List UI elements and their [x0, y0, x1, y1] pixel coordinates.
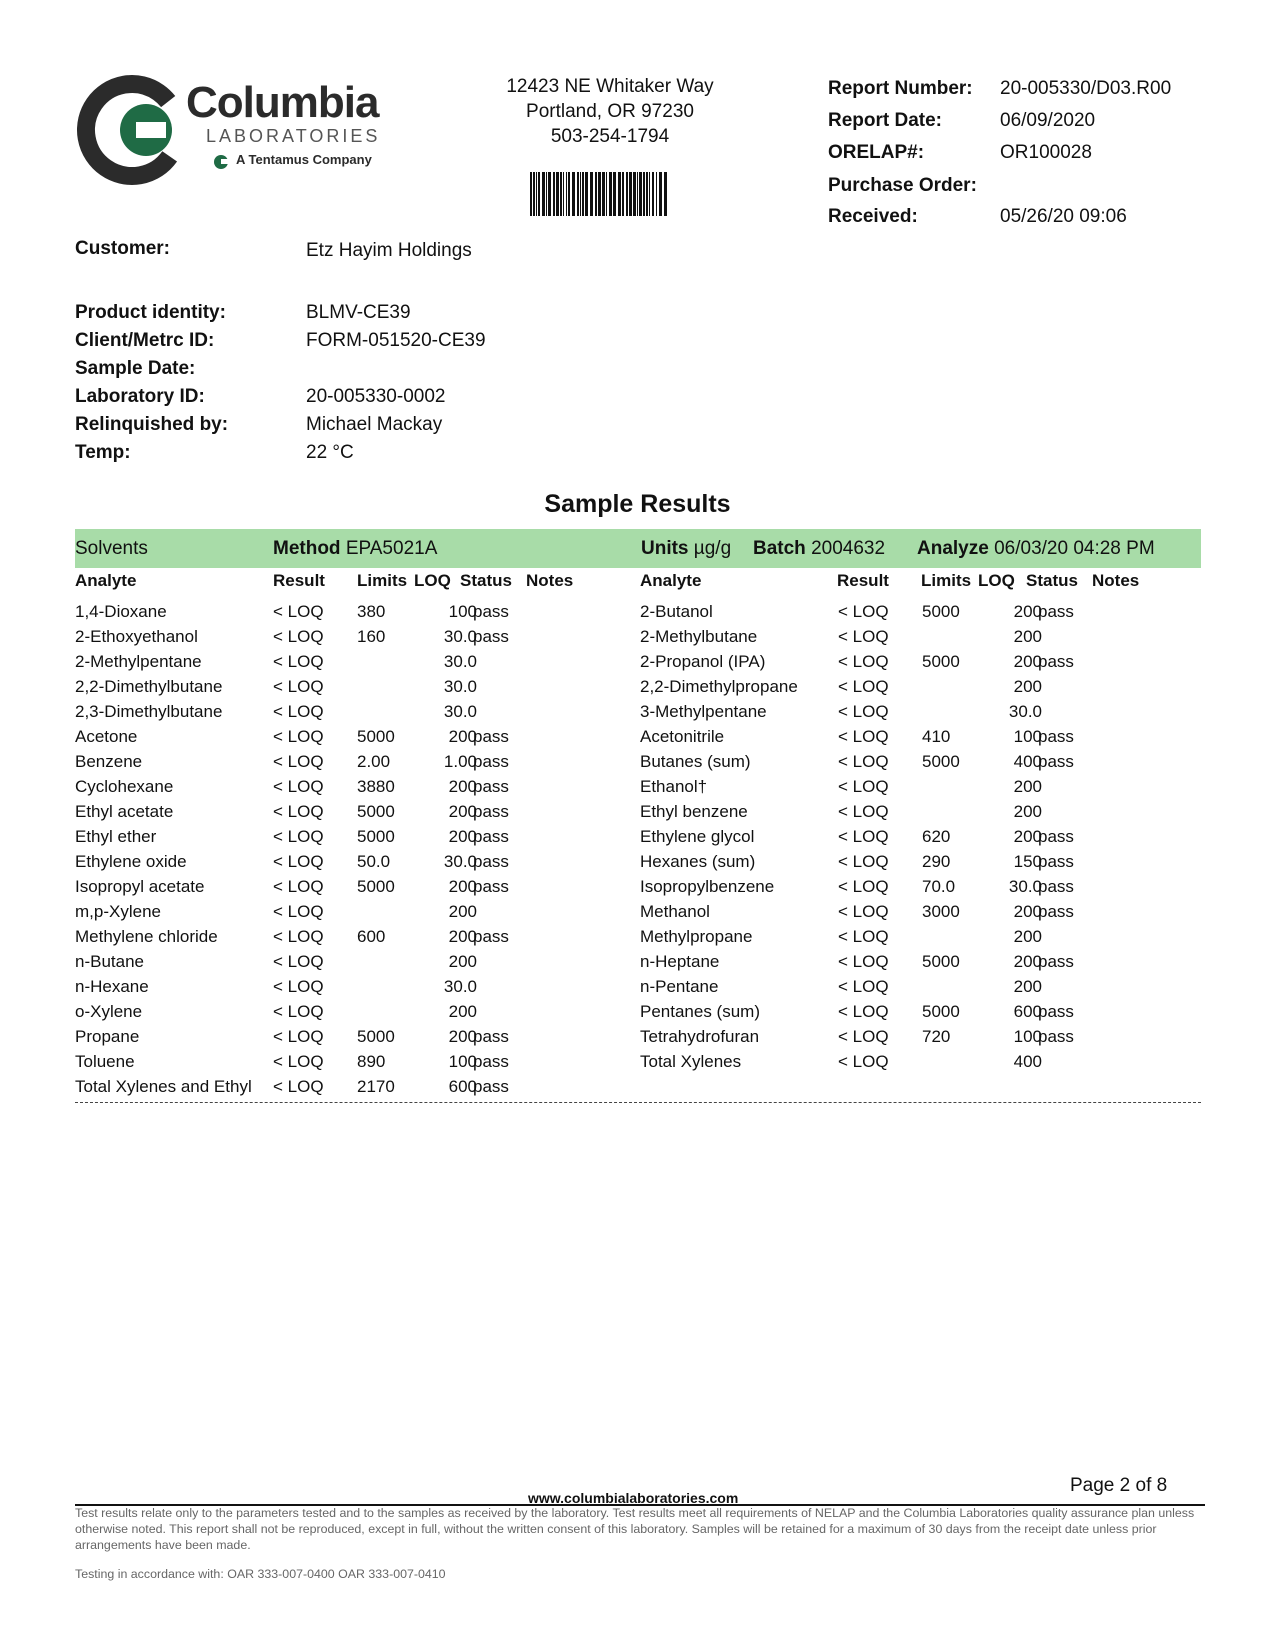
- barcode-bar: [613, 172, 616, 216]
- loq-cell: 200: [448, 827, 477, 846]
- loq-cell: 200: [1013, 952, 1042, 971]
- barcode-bar: [598, 172, 601, 216]
- result-cell: < LOQ: [273, 1052, 324, 1071]
- analyze-value: 06/03/20 04:28 PM: [994, 538, 1155, 559]
- logo-tagline: A Tentamus Company: [236, 152, 372, 167]
- barcode-bar: [548, 172, 551, 216]
- barcode-bar: [639, 172, 642, 216]
- analyte-cell: Isopropyl acetate: [75, 877, 205, 896]
- loq-cell: 200: [1013, 777, 1042, 796]
- barcode-bar: [649, 172, 650, 216]
- status-cell: pass: [1038, 727, 1074, 746]
- customer-name: Etz Hayim Holdings: [306, 240, 472, 261]
- loq-cell: 30.0: [443, 702, 477, 721]
- analyte-cell: m,p-Xylene: [75, 902, 161, 921]
- analyte-cell: Methylene chloride: [75, 927, 218, 946]
- analyte-cell: Acetone: [75, 727, 138, 746]
- logo-subtitle: LABORATORIES: [206, 126, 381, 146]
- received-date: 05/26/20 09:06: [1000, 206, 1127, 227]
- barcode-bar: [606, 172, 607, 216]
- barcode-bar: [646, 172, 648, 216]
- sample-info-label: Client/Metrc ID:: [75, 330, 215, 351]
- result-cell: < LOQ: [273, 1077, 324, 1096]
- analyte-cell: n-Butane: [75, 952, 144, 971]
- batch-info: [753, 538, 885, 560]
- barcode-bar: [664, 172, 667, 216]
- status-cell: pass: [473, 852, 509, 871]
- batch-label: Batch: [753, 538, 806, 559]
- status-cell: pass: [473, 627, 509, 646]
- limits-cell: 2.00: [357, 752, 391, 771]
- report-number: 20-005330/D03.R00: [1000, 78, 1172, 99]
- analyte-cell: 2-Ethoxyethanol: [75, 627, 198, 646]
- loq-cell: 30.0: [443, 627, 477, 646]
- barcode-bar: [556, 172, 559, 216]
- loq-cell: 200: [448, 727, 477, 746]
- analyze-label: Analyze: [917, 538, 989, 559]
- units-info: [641, 538, 731, 560]
- address-phone: 503-254-1794: [550, 126, 670, 147]
- analyte-cell: Cyclohexane: [75, 777, 174, 796]
- analyte-cell: Tetrahydrofuran: [640, 1027, 760, 1046]
- limits-cell: 5000: [922, 602, 960, 621]
- analyte-cell: Toluene: [75, 1052, 135, 1071]
- analyte-cell: Ethylene oxide: [75, 852, 187, 871]
- loq-cell: 100: [1013, 727, 1042, 746]
- testing-note: Testing in accordance with: OAR 333-007-0400 OAR 333-007-0410: [75, 1567, 446, 1581]
- loq-cell: 30.0: [443, 677, 477, 696]
- barcode-bar: [563, 172, 564, 216]
- loq-cell: 200: [448, 927, 477, 946]
- status-cell: pass: [1038, 952, 1074, 971]
- limits-cell: 3000: [922, 902, 960, 921]
- limits-cell: 890: [357, 1052, 386, 1071]
- result-cell: < LOQ: [273, 877, 324, 896]
- disclaimer-text: Test results relate only to the parameters tested and to the samples as received by the laboratory. Test results meet all requirements of NELAP and the Columbia Laboratories quality assurance plan unless otherwise noted. This report shall not be reproduced, except in full, without the written consent of this laboratory. Samples will be retained for a maximum of 30 days from the receipt date unless prior arrangements have been made.: [75, 1506, 1195, 1552]
- result-cell: < LOQ: [838, 752, 889, 771]
- loq-cell: 200: [1013, 927, 1042, 946]
- analyte-cell: Benzene: [75, 752, 143, 771]
- loq-cell: 30.0: [1008, 877, 1042, 896]
- analyte-cell: 2-Butanol: [640, 602, 713, 621]
- sample-info-value: FORM-051520-CE39: [306, 330, 486, 351]
- barcode-bar: [572, 172, 575, 216]
- method-info: [273, 538, 437, 560]
- result-cell: < LOQ: [273, 902, 324, 921]
- status-cell: pass: [1038, 827, 1074, 846]
- barcode-bar: [580, 172, 581, 216]
- status-cell: pass: [473, 752, 509, 771]
- section-title: Sample Results: [544, 490, 731, 518]
- status-cell: pass: [473, 802, 509, 821]
- limits-cell: 290: [922, 852, 951, 871]
- analyte-cell: n-Heptane: [640, 952, 720, 971]
- barcode-bar: [553, 172, 555, 216]
- status-cell: pass: [1038, 752, 1074, 771]
- limits-cell: 160: [357, 627, 386, 646]
- barcode-bar: [659, 172, 662, 216]
- result-cell: < LOQ: [273, 952, 324, 971]
- limits-cell: 5000: [357, 827, 395, 846]
- result-cell: < LOQ: [838, 852, 889, 871]
- loq-cell: 200: [1013, 902, 1042, 921]
- analyte-cell: Hexanes (sum): [640, 852, 756, 871]
- result-cell: < LOQ: [838, 602, 889, 621]
- analyte-cell: Ethanol†: [640, 777, 708, 796]
- status-cell: pass: [1038, 652, 1074, 671]
- barcode-bar: [566, 172, 567, 216]
- status-cell: pass: [1038, 1027, 1074, 1046]
- barcode-bar: [637, 172, 638, 216]
- col-loq-right: LOQ: [978, 571, 1015, 590]
- barcode-bar: [577, 172, 579, 216]
- report-date-label: Report Date:: [828, 110, 943, 131]
- address-line1: 12423 NE Whitaker Way: [506, 76, 714, 97]
- barcode-bar: [609, 172, 612, 216]
- barcode-bar: [582, 172, 584, 216]
- loq-cell: 200: [1013, 602, 1042, 621]
- limits-cell: 5000: [922, 952, 960, 971]
- limits-cell: 5000: [922, 752, 960, 771]
- limits-cell: 50.0: [357, 852, 391, 871]
- analyze-info: [917, 538, 1155, 560]
- columbia-logo-mark: [76, 74, 188, 186]
- sample-info-label: Temp:: [75, 442, 131, 463]
- result-cell: < LOQ: [838, 827, 889, 846]
- status-cell: pass: [1038, 877, 1074, 896]
- col-result-left: Result: [273, 571, 325, 590]
- sample-info-label: Sample Date:: [75, 358, 196, 379]
- analyte-cell: Methylpropane: [640, 927, 753, 946]
- status-cell: pass: [473, 1052, 509, 1071]
- loq-cell: 30.0: [1008, 702, 1042, 721]
- table-end-rule: [75, 1102, 1201, 1103]
- purchase-order-label: Purchase Order:: [828, 175, 977, 196]
- limits-cell: 600: [357, 927, 386, 946]
- result-cell: < LOQ: [273, 1002, 324, 1021]
- analyte-cell: 2,2-Dimethylbutane: [75, 677, 223, 696]
- result-cell: < LOQ: [838, 652, 889, 671]
- result-cell: < LOQ: [273, 977, 324, 996]
- analyte-cell: Pentanes (sum): [640, 1002, 760, 1021]
- limits-cell: 3880: [357, 777, 395, 796]
- status-cell: pass: [473, 927, 509, 946]
- status-cell: pass: [473, 727, 509, 746]
- analyte-cell: Acetonitrile: [640, 727, 725, 746]
- method-label: Method: [273, 538, 341, 559]
- result-cell: < LOQ: [273, 602, 324, 621]
- units-label: Units: [641, 538, 689, 559]
- analyte-cell: Total Xylenes and Ethyl: [75, 1077, 252, 1096]
- analyte-cell: Ethyl benzene: [640, 802, 748, 821]
- barcode-bar: [560, 172, 562, 216]
- col-limits-right: Limits: [921, 571, 972, 590]
- status-cell: pass: [473, 1027, 509, 1046]
- loq-cell: 200: [1013, 802, 1042, 821]
- status-cell: pass: [473, 602, 509, 621]
- status-cell: pass: [1038, 902, 1074, 921]
- received-label: Received:: [828, 206, 918, 227]
- analyte-cell: Ethylene glycol: [640, 827, 755, 846]
- col-analyte-left: Analyte: [75, 571, 137, 590]
- result-cell: < LOQ: [273, 827, 324, 846]
- barcode-bar: [533, 172, 535, 216]
- status-cell: pass: [473, 777, 509, 796]
- result-cell: < LOQ: [838, 802, 889, 821]
- barcode-bar: [602, 172, 605, 216]
- analyte-cell: Propane: [75, 1027, 140, 1046]
- barcode-bar: [542, 172, 545, 216]
- address-line2: Portland, OR 97230: [526, 101, 694, 122]
- barcode-bar: [626, 172, 628, 216]
- loq-cell: 200: [1013, 627, 1042, 646]
- loq-cell: 150: [1013, 852, 1042, 871]
- result-cell: < LOQ: [273, 1027, 324, 1046]
- barcode-bar: [530, 172, 532, 216]
- limits-cell: 70.0: [922, 877, 956, 896]
- orelap-label: ORELAP#:: [828, 142, 925, 163]
- result-cell: < LOQ: [838, 902, 889, 921]
- result-cell: < LOQ: [273, 777, 324, 796]
- loq-cell: 200: [448, 777, 477, 796]
- logo-name: Columbia: [186, 78, 379, 127]
- loq-cell: 200: [448, 877, 477, 896]
- loq-cell: 400: [1013, 752, 1042, 771]
- loq-cell: 100: [448, 602, 477, 621]
- analyte-cell: Ethyl acetate: [75, 802, 174, 821]
- limits-cell: 5000: [922, 1002, 960, 1021]
- sample-info-label: Product identity:: [75, 302, 226, 323]
- barcode-bar: [590, 172, 593, 216]
- status-cell: pass: [1038, 1002, 1074, 1021]
- barcode: [528, 172, 668, 216]
- loq-cell: 200: [448, 1027, 477, 1046]
- analyte-cell: o-Xylene: [75, 1002, 143, 1021]
- sample-info-value: BLMV-CE39: [306, 302, 411, 323]
- result-cell: < LOQ: [838, 1052, 889, 1071]
- barcode-bar: [622, 172, 624, 216]
- loq-cell: 200: [1013, 977, 1042, 996]
- loq-cell: 200: [1013, 677, 1042, 696]
- result-cell: < LOQ: [838, 727, 889, 746]
- analyte-cell: Methanol: [640, 902, 710, 921]
- barcode-bar: [643, 172, 645, 216]
- analyte-cell: 2-Methylpentane: [75, 652, 202, 671]
- status-cell: pass: [473, 827, 509, 846]
- report-number-label: Report Number:: [828, 78, 973, 99]
- website-link[interactable]: www.columbialaboratories.com: [528, 1490, 739, 1506]
- sample-info-value: 22 °C: [306, 442, 354, 463]
- loq-cell: 100: [448, 1052, 477, 1071]
- limits-cell: 5000: [357, 727, 395, 746]
- barcode-bar: [595, 172, 597, 216]
- result-cell: < LOQ: [838, 702, 889, 721]
- result-cell: < LOQ: [838, 1027, 889, 1046]
- barcode-bar: [633, 172, 636, 216]
- limits-cell: 5000: [357, 1027, 395, 1046]
- col-status-right: Status: [1026, 571, 1078, 590]
- category-name: Solvents: [75, 538, 148, 559]
- result-cell: < LOQ: [838, 952, 889, 971]
- result-cell: < LOQ: [273, 752, 324, 771]
- result-cell: < LOQ: [273, 927, 324, 946]
- barcode-bar: [629, 172, 632, 216]
- barcode-bar: [568, 172, 570, 216]
- col-notes-left: Notes: [526, 571, 574, 590]
- result-cell: < LOQ: [838, 627, 889, 646]
- loq-cell: 30.0: [443, 977, 477, 996]
- analyte-cell: 1,4-Dioxane: [75, 602, 167, 621]
- result-cell: < LOQ: [273, 852, 324, 871]
- result-cell: < LOQ: [838, 977, 889, 996]
- loq-cell: 200: [448, 802, 477, 821]
- result-cell: < LOQ: [273, 727, 324, 746]
- page-number: Page 2 of 8: [1070, 1475, 1168, 1496]
- units-value: µg/g: [693, 538, 732, 559]
- analyte-cell: 2,2-Dimethylpropane: [640, 677, 798, 696]
- analyte-cell: n-Hexane: [75, 977, 149, 996]
- result-cell: < LOQ: [838, 1002, 889, 1021]
- barcode-bar: [656, 172, 657, 216]
- limits-cell: 380: [357, 602, 386, 621]
- result-cell: < LOQ: [838, 777, 889, 796]
- status-cell: pass: [473, 1077, 509, 1096]
- loq-cell: 200: [448, 952, 477, 971]
- method-band: [75, 529, 1201, 568]
- col-loq-left: LOQ: [414, 571, 451, 590]
- analyte-cell: Isopropylbenzene: [640, 877, 775, 896]
- orelap-number: OR100028: [1000, 142, 1092, 163]
- loq-cell: 600: [1013, 1002, 1042, 1021]
- result-cell: < LOQ: [273, 802, 324, 821]
- analyte-cell: 3-Methylpentane: [640, 702, 767, 721]
- col-limits-left: Limits: [357, 571, 408, 590]
- limits-cell: 410: [922, 727, 951, 746]
- loq-cell: 200: [448, 1002, 477, 1021]
- loq-cell: 200: [1013, 827, 1042, 846]
- loq-cell: 200: [1013, 652, 1042, 671]
- barcode-bar: [585, 172, 588, 216]
- loq-cell: 100: [1013, 1027, 1042, 1046]
- status-cell: pass: [1038, 602, 1074, 621]
- limits-cell: 720: [922, 1027, 951, 1046]
- barcode-bar: [538, 172, 540, 216]
- customer-label: Customer:: [75, 238, 171, 259]
- loq-cell: 30.0: [443, 852, 477, 871]
- sample-info-value: Michael Mackay: [306, 414, 443, 435]
- loq-cell: 400: [1013, 1052, 1042, 1071]
- status-cell: pass: [1038, 852, 1074, 871]
- barcode-bar: [546, 172, 547, 216]
- method-value: EPA5021A: [345, 538, 438, 559]
- loq-cell: 200: [448, 902, 477, 921]
- barcode-bar: [536, 172, 537, 216]
- analyte-cell: 2-Propanol (IPA): [640, 652, 766, 671]
- analyte-cell: Total Xylenes: [640, 1052, 742, 1071]
- barcode-bar: [618, 172, 621, 216]
- limits-cell: 2170: [357, 1077, 395, 1096]
- analyte-cell: 2,3-Dimethylbutane: [75, 702, 223, 721]
- analyte-cell: n-Pentane: [640, 977, 719, 996]
- result-cell: < LOQ: [273, 627, 324, 646]
- col-analyte-right: Analyte: [640, 571, 702, 590]
- limits-cell: 5000: [922, 652, 960, 671]
- loq-cell: 1.00: [443, 752, 477, 771]
- col-notes-right: Notes: [1092, 571, 1140, 590]
- analyte-cell: 2-Methylbutane: [640, 627, 758, 646]
- result-cell: < LOQ: [838, 677, 889, 696]
- result-cell: < LOQ: [273, 652, 324, 671]
- report-date: 06/09/2020: [1000, 110, 1096, 131]
- result-cell: < LOQ: [838, 927, 889, 946]
- result-cell: < LOQ: [273, 702, 324, 721]
- loq-cell: 30.0: [443, 652, 477, 671]
- tentamus-icon: [212, 152, 232, 170]
- analyte-cell: Butanes (sum): [640, 752, 751, 771]
- loq-cell: 600: [448, 1077, 477, 1096]
- col-status-left: Status: [460, 571, 512, 590]
- sample-info-label: Laboratory ID:: [75, 386, 205, 407]
- sample-info-value: 20-005330-0002: [306, 386, 446, 407]
- sample-info-label: Relinquished by:: [75, 414, 229, 435]
- barcode-bar: [652, 172, 654, 216]
- batch-value: 2004632: [811, 538, 886, 559]
- limits-cell: 5000: [357, 802, 395, 821]
- limits-cell: 5000: [357, 877, 395, 896]
- result-cell: < LOQ: [273, 677, 324, 696]
- status-cell: pass: [473, 877, 509, 896]
- limits-cell: 620: [922, 827, 951, 846]
- analyte-cell: Ethyl ether: [75, 827, 157, 846]
- col-result-right: Result: [837, 571, 889, 590]
- result-cell: < LOQ: [838, 877, 889, 896]
